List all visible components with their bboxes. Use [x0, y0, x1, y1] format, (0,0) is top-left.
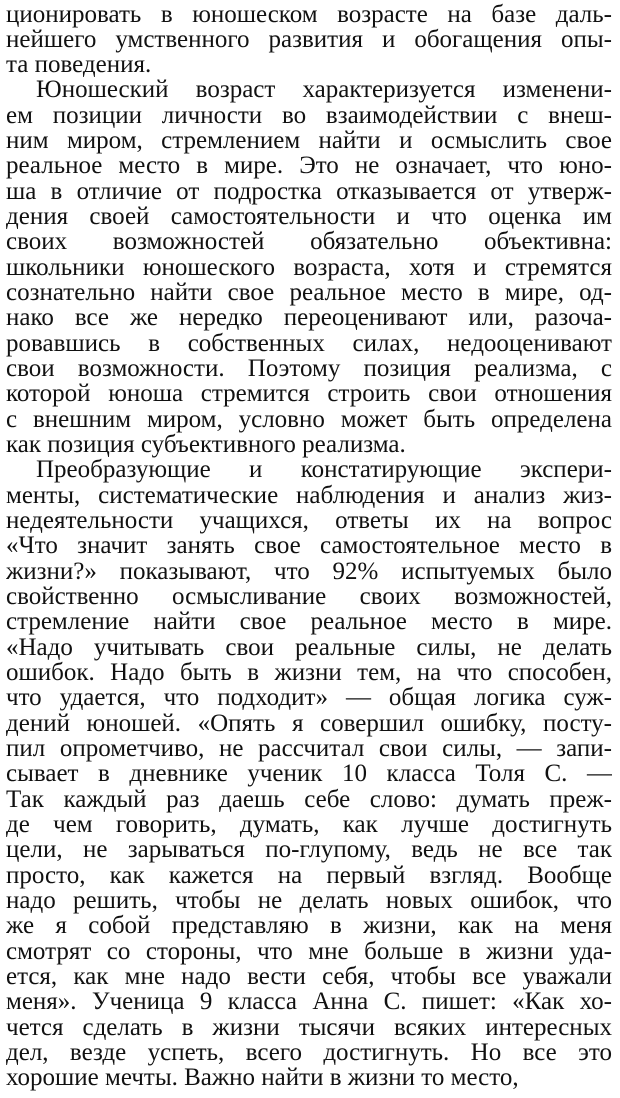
- text-line: что удается, что подходит» — общая логика суж-: [6, 684, 612, 711]
- text-line: ша в отличие от подростка отказывается от утверж-: [6, 178, 612, 205]
- text-line: с внешним миром, условно может быть определена: [6, 406, 612, 433]
- text-line: та поведения.: [6, 51, 152, 78]
- text-line: хорошие мечты. Важно найти в жизни то место,: [6, 1064, 519, 1091]
- text-line: недеятельности учащихся, ответы их на вопрос: [6, 507, 612, 534]
- text-line: которой юноша стремится строить свои отношения: [6, 380, 612, 407]
- text-line: своих возможностей обязательно объективна:: [6, 228, 612, 255]
- text-line: надо решить, чтобы не делать новых ошибок, что: [6, 887, 612, 914]
- text-line: меня». Ученица 9 класса Анна С. пишет: «Как хо-: [6, 988, 612, 1015]
- text-line: просто, как кажется на первый взгляд. Вообще: [6, 862, 612, 889]
- text-line: ционировать в юношеском возрасте на базе даль-: [6, 1, 612, 28]
- text-line: «Что значит занять свое самостоятельное место в: [6, 532, 612, 559]
- text-line: цели, не зарываться по-глупому, ведь не все так: [6, 836, 612, 863]
- text-line: пил опрометчиво, не рассчитал свои силы, — запи-: [6, 735, 612, 762]
- text-line: свойственно осмысливание своих возможностей,: [6, 583, 612, 610]
- text-line: де чем говорить, думать, как лучше достигнуть: [6, 811, 612, 838]
- text-line: ем позиции личности во взаимодействии с внеш-: [6, 102, 612, 129]
- text-line: школьники юношеского возраста, хотя и стремятся: [6, 254, 612, 281]
- text-line: нейшего умственного развития и обогащения опы-: [6, 26, 612, 53]
- text-line: дений юношей. «Опять я совершил ошибку, посту-: [6, 710, 612, 737]
- text-line: как позиция субъективного реализма.: [6, 431, 406, 458]
- text-line: нако все же нередко переоценивают или, разоча-: [6, 304, 612, 331]
- text-line: чется сделать в жизни тысячи всяких интересных: [6, 1014, 612, 1041]
- text-line: дения своей самостоятельности и что оценка им: [6, 203, 612, 230]
- text-line: ровавшись в собственных силах, недооценивают: [6, 330, 612, 357]
- text-line: жизни?» показывают, что 92% испытуемых было: [6, 558, 612, 585]
- text-line: ним миром, стремлением найти и осмыслить свое: [6, 127, 612, 154]
- text-line: Так каждый раз даешь себе слово: думать преж-: [6, 786, 612, 813]
- text-line: сознательно найти свое реальное место в мире, од-: [6, 279, 612, 306]
- text-line: смотрят со стороны, что мне больше в жизни уда-: [6, 938, 612, 965]
- text-line: дел, везде успеть, всего достигнуть. Но все это: [6, 1039, 612, 1066]
- text-line: реальное место в мире. Это не означает, что юно-: [6, 152, 612, 179]
- text-line: «Надо учитывать свои реальные силы, не делать: [6, 634, 612, 661]
- text-line: менты, систематические наблюдения и анализ жиз-: [6, 482, 612, 509]
- text-line: ошибок. Надо быть в жизни тем, на что способен,: [6, 659, 612, 686]
- text-line: стремление найти свое реальное место в мире.: [6, 608, 612, 635]
- text-line: сывает в дневнике ученик 10 класса Толя С. —: [6, 760, 612, 787]
- paragraph-start-line: Преобразующие и констатирующие экспери-: [36, 456, 612, 483]
- text-line: же я собой представляю в жизни, как на меня: [6, 912, 612, 939]
- paragraph-start-line: Юношеский возраст характеризуется изменени-: [36, 76, 612, 103]
- text-line: свои возможности. Поэтому позиция реализма, с: [6, 355, 612, 382]
- text-line: ется, как мне надо вести себя, чтобы все уважали: [6, 963, 612, 990]
